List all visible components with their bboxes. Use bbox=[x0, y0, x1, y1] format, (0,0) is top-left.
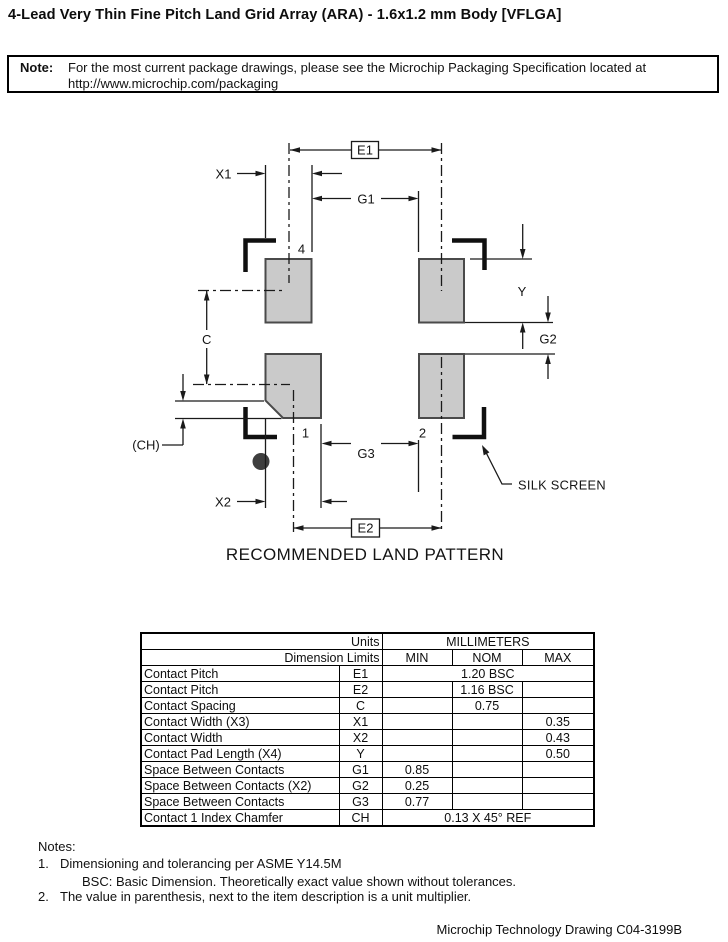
dim-nom-cell: 1.16 BSC bbox=[452, 682, 522, 698]
dim-label-x1: X1 bbox=[215, 166, 232, 182]
dim-nom-cell bbox=[452, 714, 522, 730]
dim-max-cell bbox=[522, 682, 594, 698]
dim-name-cell: Contact 1 Index Chamfer bbox=[141, 810, 339, 827]
dim-label-c: C bbox=[202, 332, 212, 347]
dim-max-cell: 0.50 bbox=[522, 746, 594, 762]
pad-number-1: 1 bbox=[301, 425, 310, 441]
table-row-y bbox=[141, 746, 594, 762]
silk-screen-label: SILK SCREEN bbox=[518, 477, 606, 493]
silk-mark-bottom-left bbox=[246, 407, 278, 437]
dim-min-cell bbox=[382, 746, 452, 762]
note-box bbox=[7, 55, 719, 93]
table-row-g1 bbox=[141, 762, 594, 778]
note-item-1-number: 1. bbox=[38, 856, 49, 871]
min-header-cell: MIN bbox=[382, 650, 452, 666]
drawing-caption: RECOMMENDED LAND PATTERN bbox=[225, 545, 505, 564]
dim-nom-cell bbox=[452, 730, 522, 746]
dim-label-g3: G3 bbox=[357, 446, 375, 461]
dim-name-cell: Contact Pitch bbox=[141, 682, 339, 698]
note-item-1-sub: BSC: Basic Dimension. Theoretically exact value shown without tolerances. bbox=[82, 874, 517, 889]
table-row-x1 bbox=[141, 714, 594, 730]
dim-max-cell bbox=[522, 762, 594, 778]
note-item-2-number: 2. bbox=[38, 889, 49, 904]
table-header-limits-row bbox=[141, 650, 594, 666]
dim-nom-cell bbox=[452, 746, 522, 762]
dim-max-cell: 0.35 bbox=[522, 714, 594, 730]
dim-max-cell bbox=[522, 794, 594, 810]
note-item-1 bbox=[38, 856, 342, 871]
dim-symbol-cell: E1 bbox=[339, 666, 382, 682]
max-header-cell: MAX bbox=[522, 650, 594, 666]
table-row-e2 bbox=[141, 682, 594, 698]
dim-symbol-cell: C bbox=[339, 698, 382, 714]
contact-pads bbox=[266, 259, 465, 418]
dim-max-cell: 0.43 bbox=[522, 730, 594, 746]
pad-number-4: 4 bbox=[297, 241, 306, 257]
dim-symbol-cell: G2 bbox=[339, 778, 382, 794]
dim-name-cell: Contact Width bbox=[141, 730, 339, 746]
table-row-g2 bbox=[141, 778, 594, 794]
units-value-cell: MILLIMETERS bbox=[382, 633, 594, 650]
dim-nom-cell bbox=[452, 762, 522, 778]
dim-symbol-cell: CH bbox=[339, 810, 382, 827]
dim-label-x2: X2 bbox=[215, 494, 231, 510]
silk-screen-callout bbox=[482, 445, 512, 484]
dim-min-cell: 0.25 bbox=[382, 778, 452, 794]
note-item-2-text: The value in parenthesis, next to the item description is a unit multiplier. bbox=[60, 889, 472, 904]
table-row-c bbox=[141, 698, 594, 714]
dim-name-cell: Contact Pitch bbox=[141, 666, 339, 682]
dim-min-cell bbox=[382, 730, 452, 746]
note-item-2 bbox=[38, 889, 471, 904]
pad-1-chamfered bbox=[266, 354, 322, 418]
dim-nom-cell bbox=[452, 778, 522, 794]
centerlines bbox=[193, 143, 442, 532]
table-header-units-row bbox=[141, 633, 594, 650]
dim-label-e1: E1 bbox=[357, 142, 373, 158]
dim-symbol-cell: X2 bbox=[339, 730, 382, 746]
dim-symbol-cell: X1 bbox=[339, 714, 382, 730]
dim-name-cell: Space Between Contacts bbox=[141, 794, 339, 810]
dim-min-cell: 0.85 bbox=[382, 762, 452, 778]
dim-symbol-cell: G1 bbox=[339, 762, 382, 778]
packaging-url-link[interactable]: http://www.microchip.com/packaging bbox=[68, 75, 279, 91]
dim-name-cell: Space Between Contacts bbox=[141, 762, 339, 778]
dim-nom-cell bbox=[452, 794, 522, 810]
note-item-1-text: Dimensioning and tolerancing per ASME Y14.5M bbox=[60, 856, 342, 871]
dim-min-cell: 0.77 bbox=[382, 794, 452, 810]
dim-name-cell: Contact Pad Length (X4) bbox=[141, 746, 339, 762]
dim-symbol-cell: Y bbox=[339, 746, 382, 762]
dim-label-g1: G1 bbox=[357, 191, 375, 207]
note-text-line1: For the most current package drawings, please see the Microchip Packaging Specification located at bbox=[68, 60, 647, 75]
dim-min-cell bbox=[382, 714, 452, 730]
pin1-index-dot bbox=[253, 453, 270, 470]
table-row-g3 bbox=[141, 794, 594, 810]
table-row-ch bbox=[141, 810, 594, 827]
dim-symbol-cell: E2 bbox=[339, 682, 382, 698]
dim-name-cell: Contact Width (X3) bbox=[141, 714, 339, 730]
dimensions-table bbox=[140, 632, 595, 827]
dim-symbol-cell: G3 bbox=[339, 794, 382, 810]
dim-label-ch: (CH) bbox=[132, 437, 160, 453]
dim-name-cell: Contact Spacing bbox=[141, 698, 339, 714]
pad-number-2: 2 bbox=[418, 425, 427, 441]
dim-min-cell bbox=[382, 682, 452, 698]
dim-name-cell: Space Between Contacts (X2) bbox=[141, 778, 339, 794]
dim-nom-cell: 0.75 bbox=[452, 698, 522, 714]
dim-max-cell bbox=[522, 698, 594, 714]
nom-header-cell: NOM bbox=[452, 650, 522, 666]
page-title: 4-Lead Very Thin Fine Pitch Land Grid Array (ARA) - 1.6x1.2 mm Body [VFLGA] bbox=[8, 7, 562, 23]
table-row-x2 bbox=[141, 730, 594, 746]
units-label-cell: Units bbox=[141, 633, 382, 650]
dim-label-y: Y bbox=[517, 284, 527, 299]
note-label: Note: bbox=[20, 60, 54, 75]
dim-label-e2: E2 bbox=[357, 520, 374, 536]
land-pattern-drawing bbox=[0, 130, 728, 580]
table-row-e1 bbox=[141, 666, 594, 682]
drawing-number-footer: Microchip Technology Drawing C04-3199B bbox=[436, 922, 682, 937]
dim-label-g2: G2 bbox=[539, 331, 557, 347]
dimension-limits-cell: Dimension Limits bbox=[141, 650, 382, 666]
notes-heading: Notes: bbox=[38, 839, 76, 854]
dim-max-cell bbox=[522, 778, 594, 794]
note-body bbox=[68, 60, 646, 91]
dim-value-span-cell: 1.20 BSC bbox=[382, 666, 594, 682]
dim-value-span-cell: 0.13 X 45° REF bbox=[382, 810, 594, 827]
dim-min-cell bbox=[382, 698, 452, 714]
